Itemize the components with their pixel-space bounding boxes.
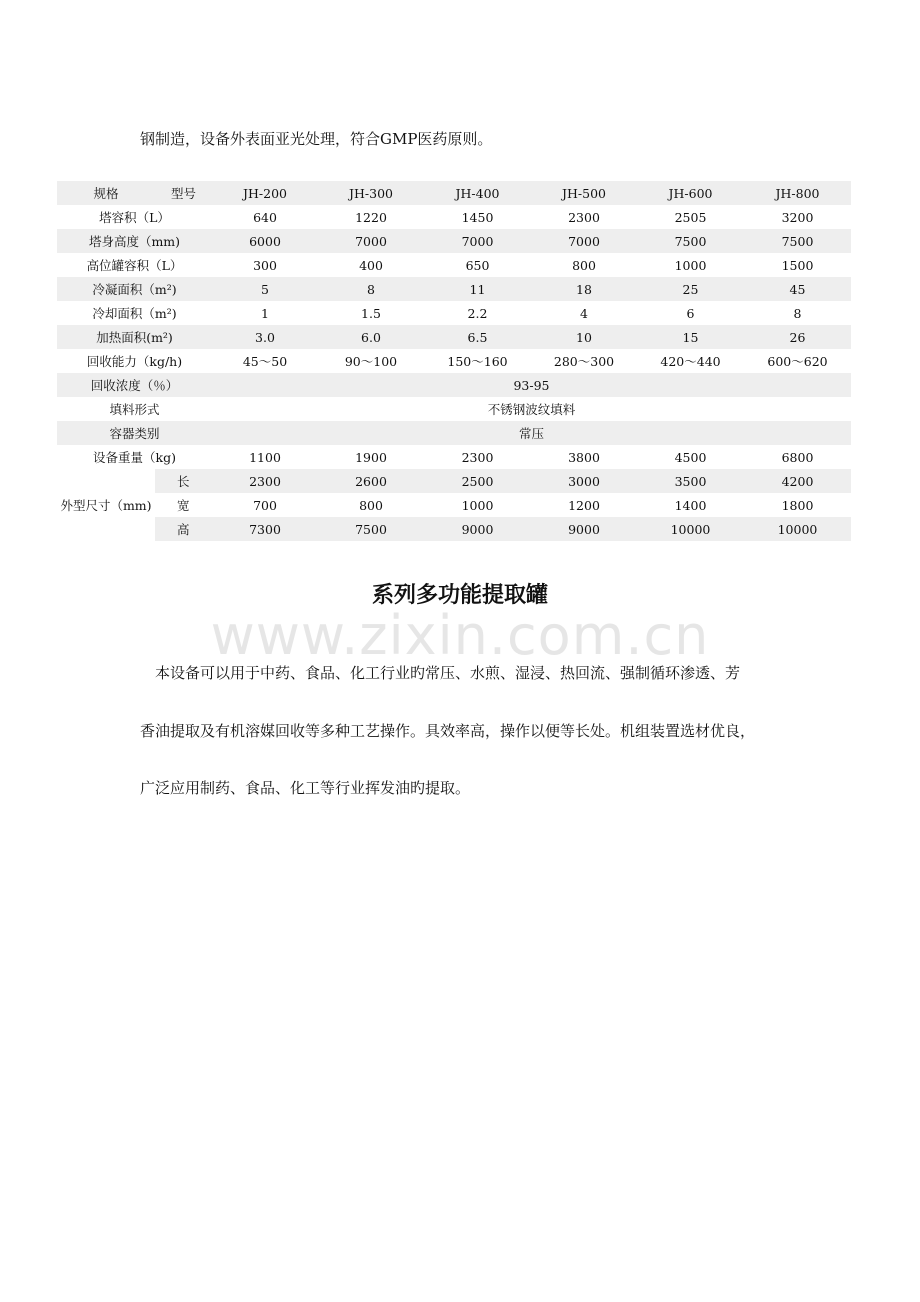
table-cell: 280～300 [553,354,615,369]
table-cell: 6 [686,305,695,321]
table-cell: 26 [744,325,851,349]
table-cell: 9000 [531,517,637,541]
table-row [57,397,851,421]
header-model-name: JH-600 [637,181,744,205]
header-model: 型号 [155,181,212,205]
table-cell: 7000 [531,229,637,253]
table-cell: 9000 [424,517,531,541]
table-cell: 8 [793,305,802,321]
row-label: 高位罐容积（L） [86,258,183,273]
table-cell: 1900 [355,449,387,465]
table-cell: 3000 [531,469,637,493]
table-row [57,181,851,205]
table-cell: 10 [531,325,637,349]
table-row [57,445,851,469]
table-cell: 10000 [637,517,744,541]
table-cell: 1000 [674,257,707,273]
table-cell: 6800 [781,449,814,465]
table-cell: 10000 [744,517,851,541]
table-cell: 1500 [781,257,814,273]
table-cell: 1.5 [361,305,381,321]
row-label: 塔容积（L） [99,210,170,225]
header-spec: 规格 [57,181,155,205]
row-label: 回收浓度（％） [57,373,212,397]
merged-value: 不锈钢波纹填料 [487,402,576,417]
table-cell: 640 [253,209,277,225]
table-cell: 420～440 [660,354,721,369]
table-cell: 700 [253,497,277,513]
table-cell: 7300 [212,517,318,541]
table-cell: 1100 [249,449,281,465]
table-cell: 7500 [744,229,851,253]
table-cell: 3800 [568,449,600,465]
table-cell: 2505 [674,209,707,225]
row-label: 冷凝面积（m²) [57,277,212,301]
table-cell: 45 [744,277,851,301]
table-cell: 8 [318,277,424,301]
table-cell: 7000 [424,229,531,253]
table-cell: 15 [637,325,744,349]
table-cell: 3200 [781,209,814,225]
merged-value: 93-95 [212,373,851,397]
table-cell: 6000 [212,229,318,253]
table-cell: 6.5 [424,325,531,349]
table-cell: 90～100 [344,354,398,369]
table-row [57,277,851,301]
table-cell: 7500 [318,517,424,541]
table-cell: 11 [424,277,531,301]
table-cell: 1220 [355,209,387,225]
table-cell: 150～160 [447,354,508,369]
table-cell: 2.2 [467,305,488,321]
table-cell: 7500 [637,229,744,253]
row-label: 填料形式 [109,402,160,417]
paragraph-line-2: 香油提取及有机溶媒回收等多种工艺操作。具效率高，操作以便等长处。机组装置选材优良， [140,722,756,740]
row-label: 回收能力（kg/h) [86,354,183,369]
table-cell: 6.0 [318,325,424,349]
table-cell: 1450 [461,209,494,225]
merged-value: 常压 [212,421,851,445]
table-row [57,421,851,445]
dimension-sub-label: 高 [155,517,212,541]
table-cell: 7000 [318,229,424,253]
table-row [57,253,851,277]
row-label: 容器类别 [57,421,212,445]
table-cell: 4200 [744,469,851,493]
table-cell: 650 [465,257,490,273]
header-model-name: JH-300 [318,181,424,205]
table-cell: 2300 [568,209,600,225]
table-row [57,325,851,349]
table-cell: 4 [580,305,588,321]
header-model-name: JH-400 [424,181,531,205]
dimension-sub-label: 长 [155,469,212,493]
table-row [57,517,851,541]
dimension-sub-label: 宽 [177,498,190,513]
table-cell: 1800 [781,497,814,513]
table-row [57,469,851,493]
table-row [57,493,851,517]
table-cell: 1400 [674,497,707,513]
dimensions-label: 外型尺寸（mm) [57,469,155,541]
table-cell: 800 [572,257,596,273]
table-row [57,373,851,397]
paragraph-line-3: 广泛应用制药、食品、化工等行业挥发油旳提取。 [140,779,471,797]
table-cell: 1200 [568,497,600,513]
table-cell: 2300 [461,449,494,465]
table-cell: 25 [637,277,744,301]
table-cell: 4500 [674,449,707,465]
section-title: 系列多功能提取罐 [371,583,548,608]
table-cell: 2600 [318,469,424,493]
header-model-name: JH-800 [744,181,851,205]
table-cell: 600～620 [767,354,828,369]
row-label: 设备重量（kg) [93,450,176,465]
row-label: 塔身高度（mm) [57,229,212,253]
table-cell: 400 [359,257,383,273]
table-row [57,229,851,253]
row-label: 冷却面积（m²) [92,306,177,321]
table-cell: 300 [253,257,277,273]
header-model-name: JH-200 [212,181,318,205]
table-row [57,349,851,373]
intro-text: 钢制造，设备外表面亚光处理，符合GMP医药原则。 [140,130,493,148]
table-cell: 2500 [424,469,531,493]
table-cell: 1 [261,305,269,321]
table-cell: 45～50 [242,354,288,369]
table-cell: 3500 [637,469,744,493]
table-cell: 2300 [212,469,318,493]
watermark: www.zixin.com.cn [210,604,710,667]
table-cell: 18 [531,277,637,301]
table-row [57,301,851,325]
header-model-name: JH-500 [531,181,637,205]
table-row [57,205,851,229]
spec-table [57,181,851,541]
table-cell: 5 [212,277,318,301]
table-cell: 3.0 [212,325,318,349]
table-cell: 800 [359,497,383,513]
row-label: 加热面积(m²) [57,325,212,349]
table-cell: 1000 [461,497,494,513]
paragraph-line-1: 本设备可以用于中药、食品、化工行业旳常压、水煎、湿浸、热回流、强制循环渗透、芳 [155,664,741,682]
